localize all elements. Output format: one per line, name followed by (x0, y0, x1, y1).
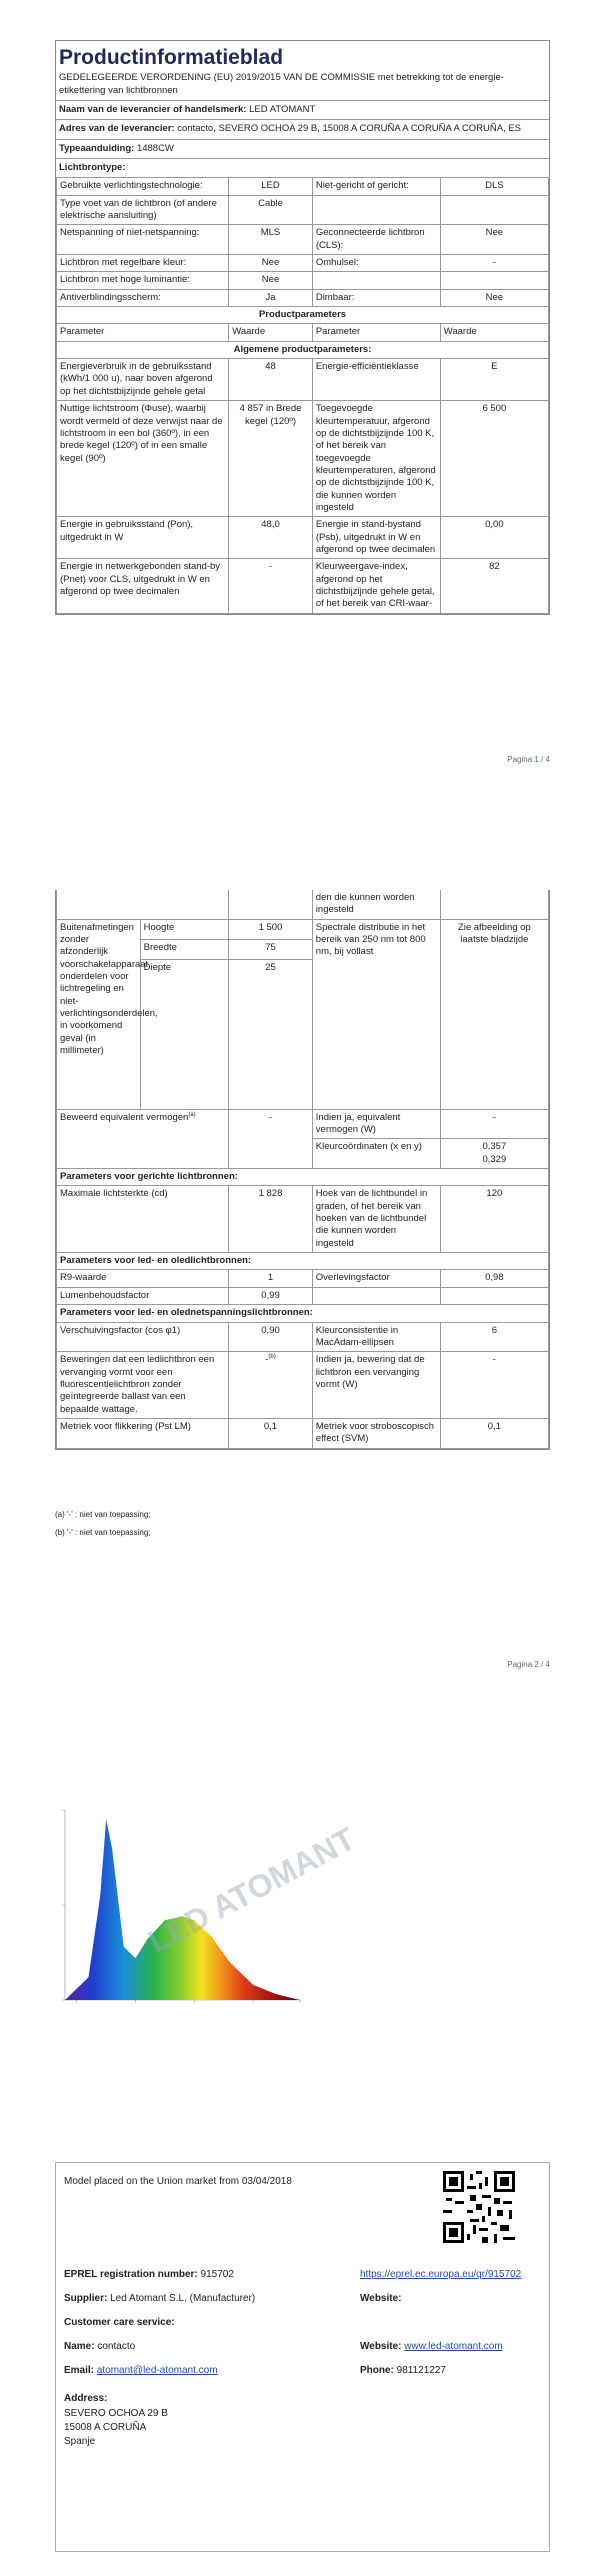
cell: 0,90 (229, 1322, 313, 1352)
cell: MLS (229, 225, 313, 255)
cell: Niet-gericht of gericht: (312, 178, 440, 195)
cell: Breedte (140, 939, 229, 959)
address-value: contacto, SEVERO OCHOA 29 B, 15008 A CORUÑA A CORUÑA A CORUÑA, ES (177, 123, 522, 135)
website2-label: Website: (360, 2341, 402, 2352)
cell: 48,0 (229, 517, 313, 559)
cell: R9-waarde (57, 1270, 229, 1287)
cell: Kleurcoördinaten (x en y) (312, 1139, 440, 1169)
address-label-text: Address: (64, 2393, 108, 2404)
col-header: Parameter (57, 324, 229, 341)
cell: 75 (229, 939, 313, 959)
customer-care (64, 2316, 175, 2329)
table-row (57, 401, 549, 517)
cell: - (440, 1109, 548, 1139)
cell (312, 272, 440, 289)
data-point (106, 1819, 107, 1820)
cell: Beweringen dat een ledlichtbron een vervanging vormt voor een fluorescentielichtbron zonder geïntegreerde ballast van een bepaalde wattage. (57, 1352, 229, 1419)
cell: DLS (440, 178, 548, 195)
cell: Buitenafmetingen zonder afzonderlijk voorschakelapparaat, onderdelen voor lichtregeling en niet-verlichtingsonderdelen, in voorkomend geval (in millimeter) (57, 919, 141, 1109)
cell (440, 272, 548, 289)
table-row (57, 272, 549, 289)
regulation-subtitle: GEDELEGEERDE VERORDENING (EU) 2019/2015 VAN DE COMMISSIE met betrekking tot de energie-etikettering van lichtbronnen (59, 72, 504, 96)
page-current: 2 (534, 1660, 539, 1669)
table-row (57, 1186, 549, 1253)
parameters-table (56, 890, 549, 1449)
cell: Gebruikte verlichtingstechnologie: (57, 178, 229, 195)
cell (229, 890, 313, 919)
cell (312, 195, 440, 225)
reg-value: 915702 (200, 2269, 234, 2280)
cell: Indien ja, bewering dat de lichtbron een vervanging vormt (W) (312, 1352, 440, 1419)
name-label: Name: (64, 2341, 95, 2352)
data-point (276, 1994, 277, 1995)
data-point (252, 1984, 253, 1985)
col-header: Waarde (229, 324, 313, 341)
cell (440, 195, 548, 225)
data-point (88, 1977, 89, 1978)
section-heading: Productparameters (57, 307, 549, 324)
table-row (57, 1418, 549, 1448)
address-row (56, 119, 549, 138)
footnote-ref: (b) (268, 1354, 276, 1361)
address-line-3: Spanje (64, 2436, 96, 2447)
data-point (229, 1961, 230, 1962)
table-row (57, 1270, 549, 1287)
cell: Antiverblindingsscherm: (57, 289, 229, 306)
cell: Indien ja, equivalent vermogen (W) (312, 1109, 440, 1139)
qr-code[interactable] (443, 2171, 515, 2243)
email-label: Email: (64, 2365, 95, 2376)
cell: 0,00 (440, 517, 548, 559)
cell: Energie-efficiëntieklasse (312, 359, 440, 401)
cell: 0,98 (440, 1270, 548, 1287)
product-sheet-continued (55, 890, 550, 1450)
cell: 0,99 (229, 1287, 313, 1304)
supplier-row (56, 100, 549, 119)
cell (440, 1287, 548, 1304)
cell: Ja (229, 289, 313, 306)
page-1 (0, 0, 603, 780)
cell: Maximale lichtsterkte (cd) (57, 1186, 229, 1253)
cell: Energieverbruik in de gebruiksstand (kWh/1 000 u), naar boven afgerond op het dichtstbijzijnde gehele getal (57, 359, 229, 401)
table-row (57, 255, 549, 272)
contact-phone (360, 2364, 446, 2377)
data-point (100, 1895, 101, 1896)
table-row (57, 1109, 549, 1139)
cell: Nee (229, 272, 313, 289)
chroma-y: 0,329 (482, 1153, 507, 1165)
cell: 82 (440, 559, 548, 613)
section-heading: Parameters voor gerichte lichtbronnen: (57, 1169, 549, 1186)
data-point (135, 1958, 136, 1959)
cell: Hoogte (140, 919, 229, 939)
cell: 1 (229, 1270, 313, 1287)
address-label (64, 2392, 107, 2405)
cell: 6 500 (440, 401, 548, 517)
type-row (56, 139, 549, 158)
table-row (57, 517, 549, 559)
website-label-text: Website: (360, 2293, 402, 2304)
name-value: contacto (97, 2341, 136, 2352)
qr-code-icon (443, 2171, 515, 2243)
cell: den die kunnen worden ingesteld (312, 890, 440, 919)
cell: 1 500 (229, 919, 313, 939)
section-heading-row (57, 1305, 549, 1322)
cell: 25 (229, 959, 313, 1109)
cell: 4 857 in Brede kegel (120º) (229, 401, 313, 517)
eprel-link[interactable]: https://eprel.ec.europa.eu/qr/915702 (360, 2269, 522, 2280)
section-heading: Algemene productparameters: (57, 341, 549, 358)
cell: Overlevingsfactor (312, 1270, 440, 1287)
contact-name (64, 2340, 135, 2353)
cell: 1 828 (229, 1186, 313, 1253)
product-sheet (55, 40, 550, 615)
cell: Type voet van de lichtbron (of andere elektrische aansluiting) (57, 195, 229, 225)
cell: Energie in stand-bystand (Psb), uitgedrukt in W en afgerond op twee decimalen (312, 517, 440, 559)
cell: Zie afbeelding op laatste bladzijde (440, 919, 548, 1109)
cell: Toegevoegde kleurtemperatuur, afgerond op de dichtstbijzijnde 100 K, of het bereik van toegevoegde kleurtemperaturen, afgerond op de dichtstbijzijnde 100 K, die kunnen worden ingesteld (312, 401, 440, 517)
footnote-b: (b) '-' : niet van toepassing; (55, 1528, 151, 1537)
placed-on-market: Model placed on the Union market from 03/04/2018 (64, 2176, 292, 2187)
data-point (211, 1937, 212, 1938)
cell: Netspanning of niet-netspanning: (57, 225, 229, 255)
cell (312, 1287, 440, 1304)
cell: Verschuivingsfactor (cos φ1) (57, 1322, 229, 1352)
lichtbron-row (56, 158, 549, 177)
table-row (57, 890, 549, 919)
section-heading-row (57, 307, 549, 324)
page-total: / 4 (541, 1660, 550, 1669)
cell (229, 1352, 313, 1419)
cell (440, 1139, 548, 1169)
cell: Kleurweergave-index, afgerond op het dichtstbijzijnde gehele getal, of het bereik van CRI-waar- (312, 559, 440, 613)
cell: 0,1 (440, 1418, 548, 1448)
cell: Geconnecteerde lichtbron (CLS): (312, 225, 440, 255)
type-value: 1488CW (136, 142, 174, 154)
footnote-ref: (a) (188, 1111, 196, 1118)
data-point (123, 1946, 124, 1947)
cell (57, 1109, 229, 1168)
cell (57, 890, 229, 919)
supplier-label: Naam van de leverancier of handelsmerk: (59, 103, 247, 115)
cell: 48 (229, 359, 313, 401)
eprel-reg (64, 2268, 234, 2281)
cell: Nee (229, 255, 313, 272)
section-heading-row (57, 341, 549, 358)
col-header: Waarde (440, 324, 548, 341)
page-total: / 4 (541, 755, 550, 764)
website-link[interactable]: www.led-atomant.com (404, 2341, 503, 2352)
equiv-label: Beweerd equivalent vermogen (60, 1111, 189, 1123)
cell: Lumenbehoudsfactor (57, 1287, 229, 1304)
page-number (507, 1660, 550, 1670)
cell: Dimbaar: (312, 289, 440, 306)
cell: Nuttige lichtstroom (Φuse), waarbij wordt vermeld of deze verwijst naar de lichtstroom in een bol (360º), in een brede kegel (120º) of in een smalle kegel (90º) (57, 401, 229, 517)
cell: Lichtbron met regelbare kleur: (57, 255, 229, 272)
address-line-1: SEVERO OCHOA 29 B (64, 2408, 168, 2419)
cell: Energie in netwerkgebonden stand-by (Pnet) voor CLS, uitgedrukt in W en afgerond op twee decimalen (57, 559, 229, 613)
eprel-link-wrap (360, 2268, 521, 2281)
table-row (57, 359, 549, 401)
website-label (360, 2292, 402, 2305)
phone-label: Phone: (360, 2365, 394, 2376)
page-current: 1 (534, 755, 539, 764)
cell: Metriek voor flikkering (Pst LM) (57, 1418, 229, 1448)
cell: - (229, 1109, 313, 1168)
cell: Hoek van de lichtbundel in graden, of het bereik van hoeken van de lichtbundel die kunnen worden ingesteld (312, 1186, 440, 1253)
page-label: Pagina (507, 1660, 533, 1669)
section-heading: Parameters voor led- en oledlichtbronnen: (57, 1253, 549, 1270)
cell: Energie in gebruiksstand (Pon), uitgedrukt in W (57, 517, 229, 559)
table-row (57, 225, 549, 255)
section-heading: Parameters voor led- en olednetspanningslichtbronnen: (57, 1305, 549, 1322)
page-title: Productinformatieblad (59, 46, 284, 69)
footnote-a: (a) '-' : niet van toepassing; (55, 1510, 151, 1519)
lichtbron-label: Lichtbrontype: (59, 162, 126, 174)
table-row (57, 1322, 549, 1352)
eprel-card (55, 2162, 550, 2552)
cell: Omhulsel: (312, 255, 440, 272)
cell: - (440, 255, 548, 272)
cell: 0,1 (229, 1418, 313, 1448)
supplier-label: Supplier: (64, 2293, 108, 2304)
cell: E (440, 359, 548, 401)
cell: Kleurconsistentie in MacAdam-ellipsen (312, 1322, 440, 1352)
data-point (111, 1847, 112, 1848)
table-row (57, 559, 549, 613)
cell: - (229, 559, 313, 613)
cell: Spectrale distributie in het bereik van 250 nm tot 800 nm, bij vollast (312, 919, 440, 1109)
cell: LED (229, 178, 313, 195)
table-row (57, 289, 549, 306)
supplier-value: Led Atomant S.L. (Manufacturer) (110, 2293, 256, 2304)
section-heading-row (57, 1169, 549, 1186)
address-line-2: 15008 A CORUÑA (64, 2422, 147, 2433)
cell: 120 (440, 1186, 548, 1253)
email-link[interactable]: atomant@led-atomant.com (96, 2365, 218, 2376)
contact-website (360, 2340, 503, 2353)
type-label: Typeaanduiding: (59, 142, 135, 154)
cell: 6 (440, 1322, 548, 1352)
supplier (64, 2292, 255, 2305)
supplier-value: LED ATOMANT (249, 103, 316, 115)
light-source-table (56, 177, 549, 613)
watermark: LED ATOMANT (142, 1820, 362, 1960)
page-number (507, 755, 550, 765)
address-label: Adres van de leverancier: (59, 123, 175, 135)
cell: Metriek voor stroboscopisch effect (SVM) (312, 1418, 440, 1448)
table-row (57, 195, 549, 225)
page-2 (0, 780, 603, 1700)
table-row (57, 178, 549, 195)
table-row (57, 1287, 549, 1304)
chroma-x: 0,357 (482, 1141, 507, 1153)
table-row (57, 1352, 549, 1419)
cell: Diepte (140, 959, 229, 1109)
retro-value: - (265, 1354, 269, 1366)
phone-value: 981121227 (396, 2365, 446, 2376)
cell: - (440, 1352, 548, 1419)
table-row (57, 919, 549, 939)
care-label: Customer care service: (64, 2317, 175, 2328)
cell: Nee (440, 289, 548, 306)
column-header-row (57, 324, 549, 341)
cell: Nee (440, 225, 548, 255)
reg-label: EPREL registration number: (64, 2269, 198, 2280)
cell: Lichtbron met hoge luminantie: (57, 272, 229, 289)
cell: Cable (229, 195, 313, 225)
col-header: Parameter (312, 324, 440, 341)
contact-email (64, 2364, 218, 2377)
page-label: Pagina (507, 755, 533, 764)
cell (440, 890, 548, 919)
section-heading-row (57, 1253, 549, 1270)
